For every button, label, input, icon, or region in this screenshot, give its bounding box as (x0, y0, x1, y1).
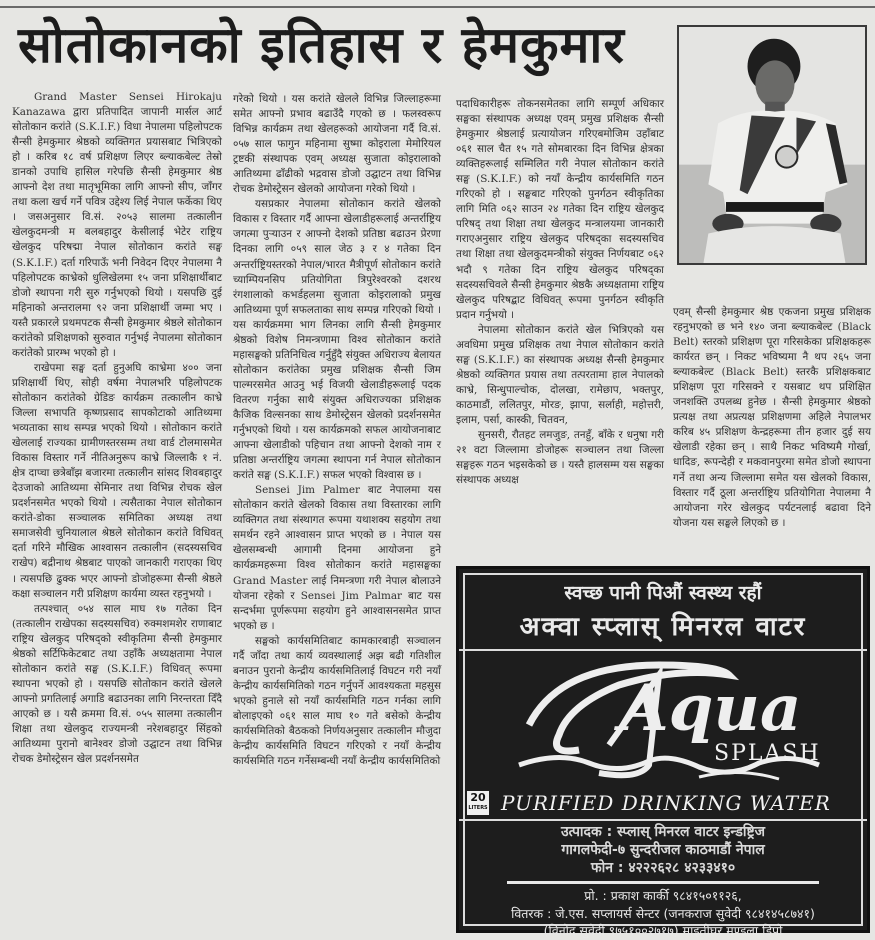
size-badge: 20 LITERS (467, 791, 489, 815)
karate-master-photo (677, 25, 867, 265)
headline: सोतोकानको इतिहास र हेमकुमार (18, 16, 625, 74)
ad-product-line: PURIFIED DRINKING WATER (501, 791, 831, 815)
ad-distributor: वितरक : जे.एस. सप्लायर्स सेन्टर (जनकराज सुवेदी ९८४१४५८७४१) (511, 905, 815, 921)
person-in-gi-image (679, 27, 865, 263)
paragraph: नेपालमा सोतोकान करांते खेल भित्रिएको यस अवधिमा प्रमुख प्रशिक्षक तथा नेपाल सोतोकान करांते सङ्घ (S.K.I.F.) का संस्थापक अध्यक्ष सैन्सी हेमकुमार श्रेष्ठको व्यक्तिगत प्रयास तथा तत्परतामा हाल नेपालको काभ्रे, सिन्धुपाल्चोक, दोलखा, रामेछाप, भक्तपुर, काठमाडौं, ललितपुर, मोरङ, झापा, सर्लाही, महोत्तरी, इलाम, पर्सा, कास्की, चितवन, (456, 323, 664, 426)
photo-caption-text: एवम् सैन्सी हेमकुमार श्रेष्ठ एकजना प्रमुख प्रशिक्षक रहनुभएको छ भने १४० जना ब्ल्याकबेल्ट (Black Belt) स्तरको प्रशिक्षण पूरा गरिसकेका प्रशिक्षकहरू कार्यरत छन् । निकट भविष्यमा नै थप २६५ जना ब्ल्याकबेल्ट (Black Belt) स्तरकै प्रशिक्षकबाट प्रशिक्षण पूरा गरिसक्ने र यसबाट थप प्रशिक्षित जनशक्ति उपलब्ध हुनेछ । सैन्सी हेमकुमार श्रेष्ठको प्रत्यक्ष तथा अप्रत्यक्ष प्रशिक्षणमा अहिले नेपालभर करिब ४५ प्रशिक्षण केन्द्रहरूमा तीन हजार दुई सय खेलाडी रहेका छन् । साथै निकट भविष्यमै गोर्खा, धादिङ, रूपन्देही र मकवानपुरमा समेत डोजो स्थापना गर्ने तथा अन्य जिल्लामा समेत यस खेलको विकास, विस्तार गर्दै ठूला अन्तर्राष्ट्रिय प्रतियोगिता नेपालमा नै आयोजना गरेर खेलकुद पर्यटनलाई बढावा दिने योजना यस सङ्घले लिएको छ । (673, 306, 871, 529)
ad-phone: फोन : ४२२२६२८ ४२३३४१० (590, 860, 736, 876)
ad-producer: उत्पादक : स्प्लास् मिनरल वाटर इन्डष्ट्रिज (560, 824, 766, 840)
ad-divider (459, 649, 867, 651)
aqua-splash-advertisement (456, 566, 870, 938)
article-column-1 (12, 90, 222, 767)
paragraph: गरेको थियो । यस करांते खेलले विभिन्न जिल्लाहरूमा समेत आफ्नो प्रभाव बढाउँदै गएको छ । फलस्वरूप विभिन्न कार्यक्रम तथा खेलहरूको आयोजना गर्दै वि.सं. ०५७ साल फागुन महिनामा सुष्मा कोइराला मेमोरियल ट्रष्टकी संस्थापक एवम् अध्यक्ष सुजाता कोइरालाको आतिथ्यमा ढाँढीको भद्रवास डोजो उद्घाटन तथा विभिन्न रोचक डेमोस्ट्रेसन खेलको आयोजना गरेको थियो । (233, 93, 441, 196)
ad-depot: (विनोद सुवेदी ९७५१००२७१७) माइतीघर मण्डला डिपो (543, 923, 783, 938)
ad-proprietor: प्रो. : प्रकाश कार्की ९८४१५०११२६, (584, 888, 742, 903)
ad-address: गागलफेदी-७ सुन्दरीजल काठमाडौं नेपाल (561, 842, 765, 858)
paragraph: पदाधिकारीहरू तोकनसमेतका लागि सम्पूर्ण अधिकार सङ्घका संस्थापक अध्यक्ष एवम् प्रमुख प्रशिक्षक सैन्सी हेमकुमार श्रेष्ठलाई प्रत्यायोजन गरिएबमोजिम उहाँबाट ०६१ साल चैत १५ गते सोमबारका दिन विभिन्न क्षेत्रका व्यक्तिहरूलाई सम्मिलित गरी नेपाल सोतोकान करांते सङ्घ (S.K.I.F.) को नयाँ केन्द्रीय कार्यसमिति गठन गरिएको हो । सङ्घबाट गरिएको पुनर्गठन स्वीकृतिका लागि मिति ०६२ साउन २४ गतेका दिन राष्ट्रिय खेलकुद परिषद् तथा शिक्षा तथा खेलकुद मन्त्रालयमा जानकारी गराएअनुसार राष्ट्रिय खेलकुद परिषद्का सदस्यसचिव तथा शिक्षा तथा खेलकुदमन्त्रीको संयुक्त निर्णयबाट ०६२ भदौ ९ गतेका दिन राष्ट्रिय खेलकुद परिषद्का सदस्यसचिवले सैन्सी हेमकुमार श्रेष्ठकै अध्यक्षतामा राष्ट्रिय खेलकुद परिषद्बाट विधिवत् रूपमा पुनर्गठन स्वीकृति प्रदान गर्नुभयो । (456, 98, 664, 321)
top-rule (0, 6, 875, 8)
paragraph: राखेपमा सङ्घ दर्ता हुनुअघि काभ्रेमा ४०० जना प्रशिक्षार्थी थिए, सोही वर्षमा नेपालभरि पहिलोपटक सोतोकान करांतेको ग्रेडिङ कार्यक्रम तत्कालीन काभ्रे जिल्ला सभापति कृष्णप्रसाद सापकोटाको आतिथ्यमा भव्यताका साथ सम्पन्न भएको थियो । सोतोकान करांते खेललाई राज्यका ग्रामीणस्तरसम्म तथा वार्ड टोलमासमेत विकास विस्तार गर्ने नीतिअनुरूप काभ्रे जिल्लाकै १ नं. क्षेत्र दाप्चा छत्रेबाँझ बजारमा तत्कालीन सांसद शिवबहादुर देउजाको आतिथ्यमा सेमिनार तथा विभिन्न रोचक खेल प्रदर्शनसमेत भएको थियो । त्यसैताका नेपाल सोतोकान करांते-डोका सञ्चालक समितिका अध्यक्ष तथा समाजसेवी चुनियालाल श्रेष्ठले सोतोकान करांते विधिवत् दर्ता गरिने मौखिक आश्वासन तत्कालीन (सदस्यसचिव राखेप) बद्रीनाथ श्रेष्ठबाट पाएको जानकारी गराएका थिए । त्यसपछि ढुक्क भएर आफ्नो डोजोहरूमा सैन्सी श्रेष्ठले कक्षा सञ्चालन गरी प्रशिक्षण कार्यमा व्यस्त रहनुभयो । (12, 361, 222, 600)
paragraph: सङ्घको कार्यसमितिबाट कामकारबाही सञ्चालन गर्दै जाँदा तथा कार्य व्यवस्थालाई अझ बढी गतिशील बनाउन पुरानो केन्द्रीय कार्यसमितिलाई विघटन गरी नयाँ केन्द्रीय कार्यसमितिको गठन गर्नुपर्ने आवश्यकता महसुस भएको हुनाले सो नयाँ कार्यसमिति गठन गर्नका लागि बोलाइएको ०६१ साल माघ १० गते बसेको केन्द्रीय कार्यसमितिको बैठकको निर्णयअनुसार तत्कालीन मौजुदा केन्द्रीय कार्यसमिति विघटन गरिएको र नयाँ केन्द्रीय कार्यसमिति गठन गर्नेसम्बन्धी नयाँ केन्द्रीय कार्यसमितिको (233, 634, 441, 768)
ad-divider (507, 881, 819, 884)
paragraph: Grand Master Sensei Hirokaju Kanazawa द्वारा प्रतिपादित जापानी मार्सल आर्ट सोतोकान करांते (S.K.I.F.) विधा नेपालमा पहिलोपटक सैन्सी हेमकुमार श्रेष्ठको व्यक्तिगत प्रयासबाट भित्रिएको हो । करिब १८ वर्ष प्रशिक्षण लिएर ब्ल्याकबेल्ट तेस्रो डानको उपाधि हासिल गरेपछि सैन्सी हेमकुमार श्रेष्ठ आफ्नो देश तथा मातृभूमिका लागि आफ्नो सीप, जाँगर तथा कला खर्च गर्ने पवित्र उद्देश्य लिई नेपाल फर्केका थिए । जसअनुसार वि.सं. २०५३ सालमा तत्कालीन खेलकुदमन्त्री म बलबहादुर केसीलाई भेटेर राष्ट्रिय खेलकुद परिषद्मा नेपाल सोतोकान करांते सङ्घ (S.K.I.F.) दर्ता गरिपाऊँ भनी निवेदन दिएर नेपालमा नै पहिलोपटक काभ्रेको धुलिखेलमा १५ जना प्रशिक्षार्थीबाट डोजो स्थापना गरी सुरु गर्नुभएको थियो । यसपछि दुई महिनाको अन्तरालमा ९२ जना प्रशिक्षार्थी जम्मा भए । यस्तै प्रकारले प्रथमपटक सैन्सी हेमकुमार श्रेष्ठले सोतोकान करांतेको प्रशिक्षणको सुरुवात गर्नुभई नेपालमा सोतोकान करांतेको प्रारम्भ भएको हो । (12, 91, 222, 359)
article-column-2 (233, 92, 441, 769)
paragraph: यसप्रकार नेपालमा सोतोकान करांते खेलको विकास र विस्तार गर्दै आफ्ना खेलाडीहरूलाई अन्तर्राष्ट्रिय जगत्मा पुर्‍याउन र आफ्नो देशको प्रतिष्ठा बढाउन प्रेरणा दिनका लागि ०५९ साल जेठ ३ र ४ गतेका दिन अन्तर्राष्ट्रियस्तरको नेपाल/भारत मैत्रीपूर्ण सोतोकान करांते च्याम्पियनसिप प्रतियोगिता त्रिपुरेश्वरको दशरथ रंगशालाको कभर्डहलमा सुजाता कोइरालाको प्रमुख आतिथ्यमा पूर्ण सफलताका साथ सम्पन्न गरिएको थियो । यस कार्यक्रममा भाग लिनका लागि सैन्सी हेमकुमार श्रेष्ठको विशेष निमन्त्रणामा विश्व सोतोकान करांते महासङ्घको प्रतिनिधित्व गर्नुहुँदै संयुक्त अधिराज्य बेलायत सोतोकान करांतेका प्रमुख प्रशिक्षक सैन्सी जिम पाल्मरसमेत आउनु भई विजयी खेलाडीहरूलाई पदक वितरण गर्नुका साथै संयुक्त अधिराज्यका प्रशिक्षक कैजिक विल्सनका साथ डेमोस्ट्रेसन खेलको प्रदर्शनसमेत गर्नुभएको थियो । यस कार्यक्रमको सफल आयोजनाबाट आफ्ना खेलाडीको पहिचान तथा आफ्नो देशको नाम र प्रतिष्ठा अन्तर्राष्ट्रिय जगत्मा स्थापना गर्न नेपाल सोतोकान करांते सङ्घ (S.K.I.F.) सफल भएको विश्वास छ । (233, 198, 441, 482)
ad-divider (459, 819, 867, 821)
paragraph: सुनसरी, रौतहट लमजुङ, तनहुँ, बाँके र धनुषा गरी २१ वटा जिल्लामा डोजोहरू सञ्चालन तथा जिल्ला सङ्घहरू गठन भइसकेको छ । यस्तै हालसम्म यस सङ्घका संस्थापक अध्यक्ष (456, 429, 664, 487)
ad-producer-block (459, 823, 867, 877)
ad-tagline: स्वच्छ पानी पिऔं स्वस्थ्य रहौं (564, 582, 762, 604)
ad-brand-nepali: अक्वा स्प्लास् मिनरल वाटर (519, 612, 807, 642)
article-column-3 (456, 97, 664, 488)
ad-contact-block (459, 887, 867, 940)
ad-logo-splash: SPLASH (714, 741, 821, 766)
paragraph: Sensei Jim Palmer बाट नेपालमा यस सोतोकान करांते खेलको विकास तथा विस्तारका लागि व्यक्तिगत तथा संस्थागत रूपमा यथाशक्य सहयोग तथा समर्थन रहने आश्वासन प्राप्त भएको छ । नेपाल यस खेलसम्बन्धी आगामी दिनमा आयोजना हुने कार्यक्रमहरूमा विश्व सोतोकान करांते महासङ्घका Grand Master लाई निमन्त्रणा गरी नेपाल बोलाउने योजना रहेको र Sensei Jim Palmar बाट यस सन्दर्भमा पूर्णरूपमा सहयोग हुने आश्वासनसमेत प्राप्त भएको छ । (233, 484, 441, 632)
svg-text:Aqua: Aqua (619, 671, 802, 746)
paragraph: तत्पश्चात् ०५४ साल माघ १७ गतेका दिन (तत्कालीन राखेपका सदस्यसचिव) रुक्मशमशेर राणाबाट राष्ट्रिय खेलकुद परिषद्को स्वीकृतिमा सैन्सी हेमकुमार श्रेष्ठको सर्टिफिकेटबाट तथा उहाँकै अध्यक्षतामा नेपाल सोतोकान करांते सङ्घ (S.K.I.F.) विधिवत् रूपमा स्थापना भएको हो । यसपछि सोतोकान करांते खेलले आफ्नो प्रगतिलाई अगाडि बढाउनका लागि निरन्तरता दिँदै आएको छ । यसै क्रममा वि.सं. ०५५ सालमा तत्कालीन शिक्षा तथा खेलकुद राज्यमन्त्री नरेशबहादुर सिंहको आतिथ्यमा पुरानो बानेश्वर डोजो उद्घाटन तथा विभिन्न रोचक डेमोस्ट्रेसन खेल प्रदर्शनसमेत (12, 602, 222, 766)
